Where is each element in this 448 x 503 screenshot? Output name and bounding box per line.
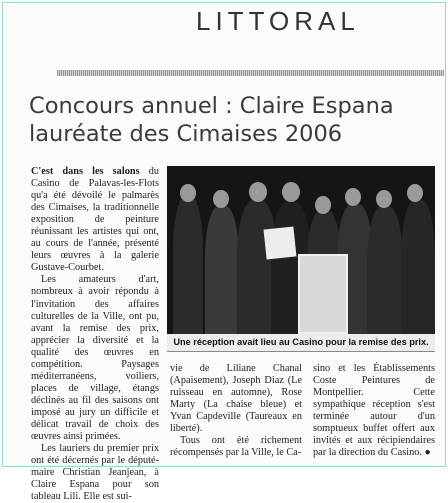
paragraph-1-text: du Casino de Palavas-les-Flots qu'a été dévoilé le palmarès des Cimaises, la traditionnelle exposition de peinture réunissant les artistes qui ont, au cours de l'année, présenté leurs œuvres à la galerie Gustave-Courbet. (31, 166, 159, 274)
article-column-1 (31, 166, 159, 503)
lead-paragraph (31, 166, 159, 274)
paragraph-5: Tous ont été richement récompensés par la Ville, le Ca- (170, 435, 302, 459)
headline (29, 92, 434, 148)
section-title: LITTORAL (196, 6, 360, 36)
lead-in: C'est dans les salons (31, 166, 140, 177)
headline-line-1: Concours annuel : Claire Espana (29, 93, 394, 119)
prize-painting (298, 254, 348, 334)
paragraph-3: Les lauriers du premier prix ont été décernés par le député-maire Christian Jeanjean, à Claire Espana pour son tableau Lili. Elle est sui- (31, 443, 159, 503)
article-column-3 (313, 363, 435, 459)
section-rule (57, 70, 444, 76)
photo-caption: Une réception avait lieu au Casino pour la remise des prix. (167, 334, 435, 352)
headline-line-2: lauréate des Cimaises 2006 (29, 121, 343, 147)
paragraph-2: Les amateurs d'art, nombreux à avoir répondu à l'invitation des affaires culturelles de la Ville, ont pu, avant la remise des prix, apprécier la diversité et la qualité des œuvres en compétition. Paysages méditerranéens, voiliers, places de village, étangs déclinés au fil des saisons ont imposé au jury un difficile et délicat travail de choix des œuvres ainsi primées. (31, 274, 159, 443)
certificate-document (264, 227, 297, 260)
article-column-2 (170, 363, 302, 459)
paragraph-4: vie de Liliane Chanal (Apaisement), Joseph Diaz (Le ruisseau en automne), Rose Marty (La chaise bleue) et Yvan Capdeville (Taureaux en liberté). (170, 363, 302, 435)
paragraph-6: sino et les Établissements Coste Peintures de Montpellier. Cette sympathique réception s'est terminée autour d'un somptueux buffet offert aux invités et aux récipiendaires par la direction du Casino. ● (313, 363, 435, 459)
